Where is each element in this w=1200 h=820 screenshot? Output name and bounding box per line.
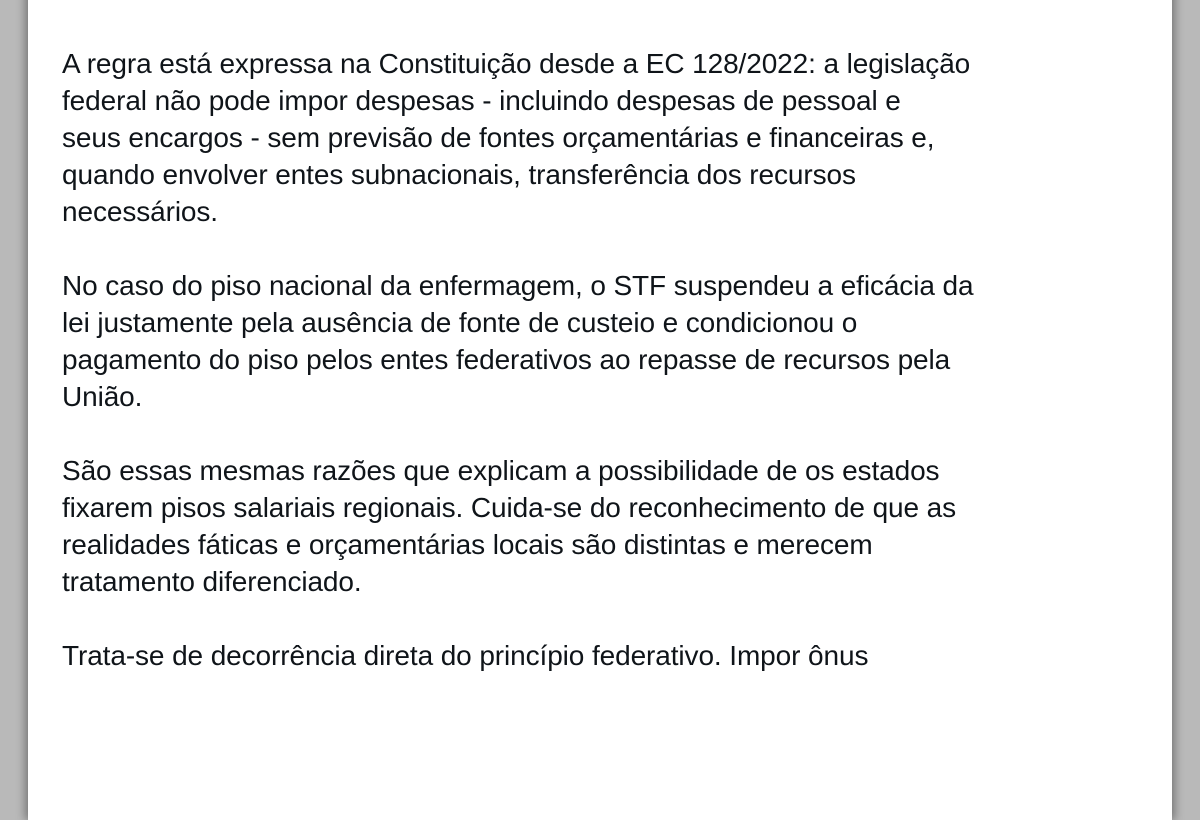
- text-line: A regra está expressa na Constituição desde a EC 128/2022: a legislação: [62, 48, 971, 79]
- post-text: [62, 45, 1142, 711]
- paragraph-4: [62, 637, 1142, 674]
- text-line: União.: [62, 381, 143, 412]
- text-line: No caso do piso nacional da enfermagem, o STF suspendeu a eficácia da: [62, 270, 974, 301]
- paragraph-3: [62, 452, 1142, 600]
- text-line: quando envolver entes subnacionais, transferência dos recursos: [62, 159, 856, 190]
- post-card: [28, 0, 1172, 820]
- paragraph-2: [62, 267, 1142, 415]
- text-line: fixarem pisos salariais regionais. Cuida-se do reconhecimento de que as: [62, 492, 957, 523]
- text-line: São essas mesmas razões que explicam a possibilidade de os estados: [62, 455, 940, 486]
- text-line: necessários.: [62, 196, 218, 227]
- text-line: tratamento diferenciado.: [62, 566, 362, 597]
- text-line: federal não pode impor despesas - incluindo despesas de pessoal e: [62, 85, 901, 116]
- text-line: pagamento do piso pelos entes federativos ao repasse de recursos pela: [62, 344, 951, 375]
- text-line: realidades fáticas e orçamentárias locais são distintas e merecem: [62, 529, 873, 560]
- text-line: seus encargos - sem previsão de fontes orçamentárias e financeiras e,: [62, 122, 935, 153]
- text-line: Trata-se de decorrência direta do princípio federativo. Impor ônus: [62, 640, 869, 671]
- text-line: lei justamente pela ausência de fonte de custeio e condicionou o: [62, 307, 858, 338]
- paragraph-1: [62, 45, 1142, 230]
